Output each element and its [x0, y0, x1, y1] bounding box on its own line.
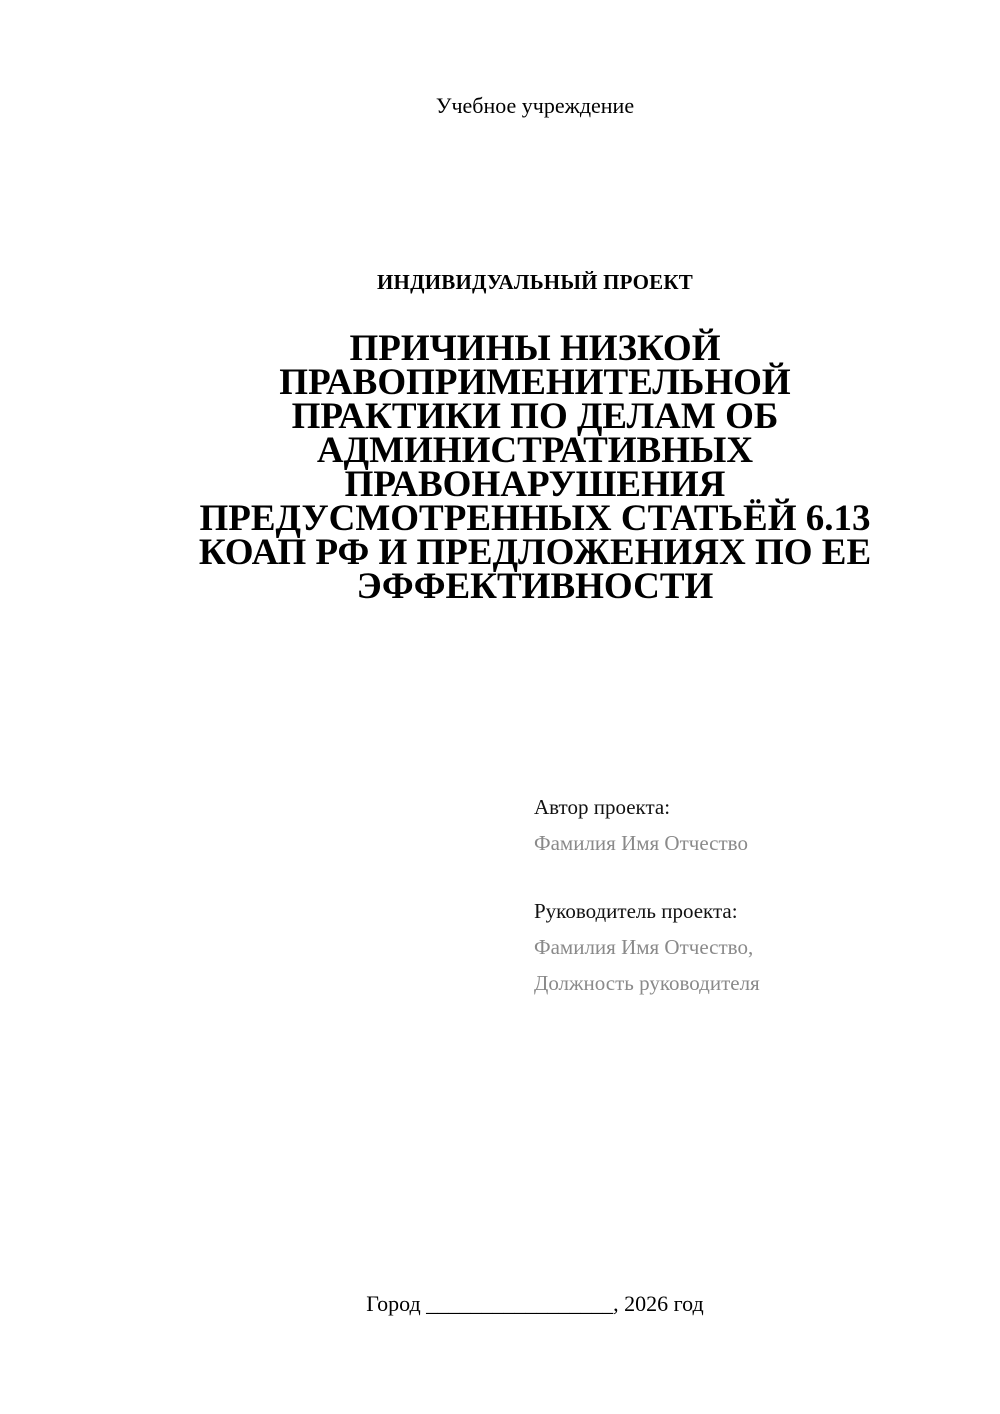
title-line: ПРАКТИКИ ПО ДЕЛАМ ОБ	[291, 396, 779, 437]
institution-name: Учебное учреждение	[435, 93, 635, 118]
project-people	[534, 789, 760, 1001]
city-label: Город	[366, 1291, 421, 1316]
supervisor-name: Фамилия Имя Отчество,	[534, 935, 754, 959]
spacer	[534, 861, 760, 893]
title-line: АДМИНИСТРАТИВНЫХ	[316, 430, 754, 471]
title-line: ЭФФЕКТИВНОСТИ	[356, 566, 714, 607]
city-year-line	[0, 1289, 1000, 1319]
year-text: , 2026 год	[613, 1291, 704, 1316]
title-line: ПРИЧИНЫ НИЗКОЙ	[349, 328, 721, 369]
project-title	[150, 328, 920, 607]
document-type: ИНДИВИДУАЛЬНЫЙ ПРОЕКТ	[377, 270, 693, 294]
title-line: ПРЕДУСМОТРЕННЫХ СТАТЬЁЙ 6.13	[199, 498, 871, 539]
author-label: Автор проекта:	[534, 795, 671, 819]
title-line: КОАП РФ И ПРЕДЛОЖЕНИЯХ ПО ЕЕ	[198, 532, 872, 573]
city-blank: _________________	[426, 1291, 614, 1316]
supervisor-position: Должность руководителя	[534, 971, 760, 995]
title-line: ПРАВОПРИМЕНИТЕЛЬНОЙ	[279, 362, 791, 403]
author-name: Фамилия Имя Отчество	[534, 831, 748, 855]
title-line: ПРАВОНАРУШЕНИЯ	[344, 464, 726, 505]
supervisor-label: Руководитель проекта:	[534, 899, 738, 923]
